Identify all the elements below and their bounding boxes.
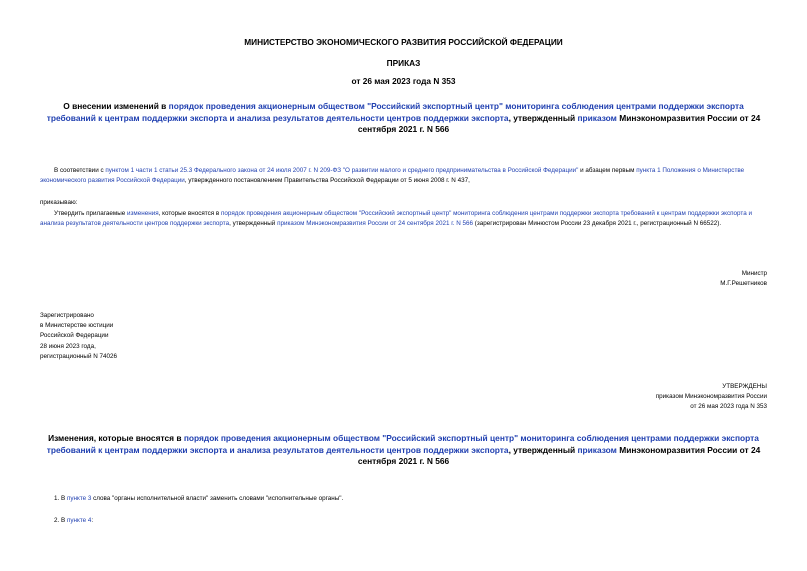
- approval-line-2: приказом Минэкономразвития России: [655, 393, 767, 401]
- document-title: [40, 101, 767, 136]
- changes-title: [40, 433, 767, 468]
- approval-line-1: УТВЕРЖДЕНЫ: [722, 383, 767, 390]
- change-item-2: [54, 516, 93, 526]
- document-date-number: от 26 мая 2023 года N 353: [351, 76, 456, 86]
- approval-line-3: от 26 мая 2023 года N 353: [690, 403, 767, 411]
- title-middle: , утвержденный: [508, 112, 578, 123]
- item-1-text-1: 1. В: [54, 495, 67, 502]
- preamble-law-link[interactable]: пунктом 1 части 1 статьи 25.3 Федерального закона от 24 июля 2007 г. N 209-ФЗ "О развитии малого и среднего предпринимательства в Российской Федерации": [105, 167, 579, 174]
- changes-title-prefix: Изменения, которые вносятся в: [48, 433, 184, 443]
- changes-title-middle: , утвержденный: [508, 444, 578, 455]
- approve-text-1: Утвердить прилагаемые: [54, 210, 127, 217]
- change-item-1: [54, 494, 343, 504]
- title-suffix: Минэкономразвития России от 24 сентября 2021 г. N 566: [357, 112, 761, 134]
- approve-changes-link[interactable]: изменения: [127, 210, 159, 217]
- title-prefix: О внесении изменений в: [63, 101, 169, 111]
- preamble-regulation-link[interactable]: пункта 1 Положения о Министерстве экономического развития Российской Федерации: [40, 167, 745, 185]
- registration-line-3: Российской Федерации: [40, 332, 109, 340]
- item-1-link[interactable]: пункте 3: [66, 495, 92, 502]
- item-2-text-1: 2. В: [54, 517, 67, 524]
- registration-line-5: регистрационный N 74026: [40, 352, 118, 360]
- preamble-text-3: , утвержденного постановлением Правительства Российской Федерации от 5 июня 2008 г. N 437,: [184, 177, 470, 185]
- signature-name: М.Г.Решетников: [720, 280, 767, 288]
- approve-text-4: (зарегистрирован Минюстом России 23 декабря 2021 г., регистрационный N 66522).: [473, 220, 722, 228]
- registration-line-1: Зарегистрировано: [40, 312, 94, 319]
- approve-order-link[interactable]: порядок проведения акционерным обществом "Российский экспортный центр" мониторинга соблюдения центрами поддержки экспорта требований к центрам поддержки экспорта и анализа результатов деятельности центров поддержки экспорта: [40, 210, 752, 228]
- registration-block: [40, 311, 280, 362]
- changes-title-suffix: Минэкономразвития России от 24 сентября 2021 г. N 566: [357, 444, 761, 466]
- title-decree-link[interactable]: приказом: [577, 112, 617, 123]
- item-2-text-2: :: [91, 517, 94, 524]
- approval-stamp: [407, 382, 767, 413]
- preamble-text-1: В соответствии с: [54, 167, 106, 174]
- document-type: ПРИКАЗ: [386, 58, 421, 68]
- title-order-link[interactable]: порядок проведения акционерным обществом "Российский экспортный центр" мониторинга соблюдения центрами поддержки экспорта требований к центрам поддержки экспорта и анализа результатов деятельности центров поддержки экспорта: [46, 101, 744, 123]
- registration-line-4: 28 июня 2023 года,: [40, 342, 96, 350]
- approve-decree-link[interactable]: приказом Минэкономразвития России от 24 сентября 2021 г. N 566: [277, 220, 474, 228]
- approve-paragraph: [40, 209, 770, 229]
- ministry-name: МИНИСТЕРСТВО ЭКОНОМИЧЕСКОГО РАЗВИТИЯ РОССИЙСКОЙ ФЕДЕРАЦИИ: [244, 37, 563, 47]
- signature-block: [407, 269, 767, 289]
- changes-title-decree-link[interactable]: приказом: [577, 444, 617, 455]
- item-1-text-2: слова "органы исполнительной власти" заменить словами "исполнительные органы".: [91, 495, 344, 502]
- order-word: приказываю:: [40, 199, 78, 206]
- changes-title-order-link[interactable]: порядок проведения акционерным обществом "Российский экспортный центр" мониторинга соблюдения центрами поддержки экспорта требований к центрам поддержки экспорта и анализа результатов деятельности центров поддержки экспорта: [46, 433, 759, 455]
- preamble-paragraph: [40, 166, 770, 186]
- registration-line-2: в Министерстве юстиции: [40, 322, 114, 330]
- signature-position: Министр: [741, 270, 767, 277]
- approve-text-3: , утвержденный: [229, 220, 278, 228]
- item-2-link[interactable]: пункте 4: [66, 517, 92, 524]
- preamble-text-2: и абзацем первым: [578, 167, 637, 174]
- approve-text-2: , которые вносятся в: [158, 210, 222, 217]
